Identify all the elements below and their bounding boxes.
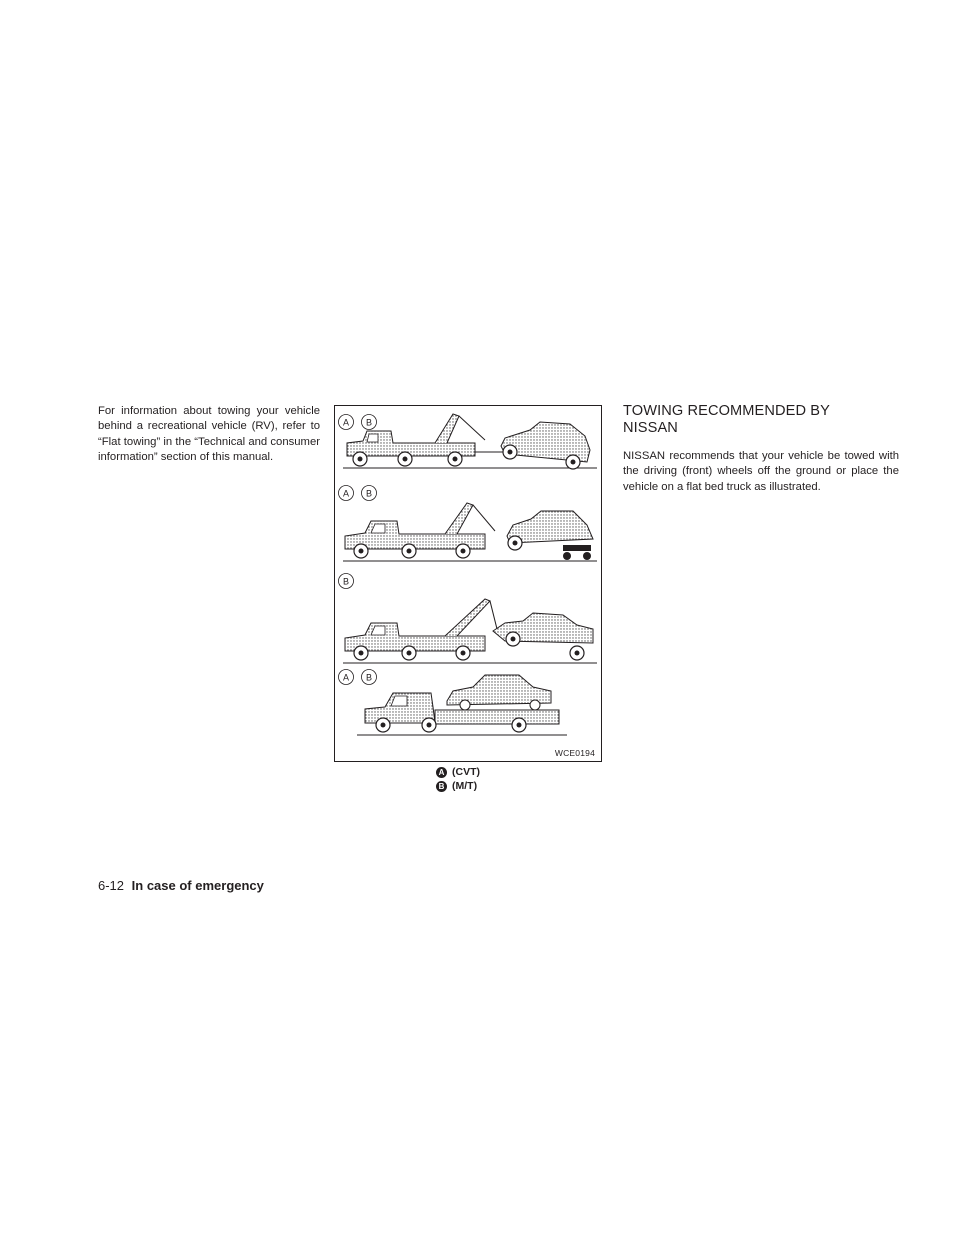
page-footer	[98, 878, 264, 893]
legend-item-a	[436, 765, 536, 779]
panel-3-wheel-lift-rear	[339, 574, 598, 664]
legend-marker-b: B	[436, 781, 447, 792]
panel-4-flat-bed	[339, 670, 568, 736]
section-heading	[623, 403, 883, 437]
towing-diagram	[335, 406, 601, 761]
panel-2-marker-a: A	[342, 488, 350, 499]
panel-1-marker-b: B	[365, 417, 373, 428]
panel-4-marker-a: A	[342, 672, 350, 683]
panel-2-wheel-lift-dolly	[339, 486, 598, 562]
figure-legend	[436, 765, 536, 793]
recommendation-paragraph: NISSAN recommends that your vehicle be towed with the driving (front) wheels off the ground or place the vehicle on a flat bed truck as illustrated.	[623, 450, 899, 493]
panel-1-wheel-lift	[339, 414, 598, 469]
panel-1-marker-a: A	[342, 417, 350, 428]
page-number: 6-12	[98, 878, 125, 893]
heading-line-1: TOWING RECOMMENDED BY	[623, 403, 830, 419]
heading-line-2: NISSAN	[623, 420, 678, 436]
panel-3-marker-b: B	[342, 576, 350, 587]
legend-item-b	[436, 779, 536, 793]
towing-info-paragraph: For information about towing your vehicle behind a recreational vehicle (RV), refer to “Flat towing” in the “Technical and consumer information” section of this manual.	[98, 405, 320, 463]
panel-2-marker-b: B	[365, 488, 373, 499]
figure-code: WCE0194	[554, 748, 595, 758]
towing-illustration	[334, 405, 602, 762]
panel-4-marker-b: B	[365, 672, 373, 683]
legend-label-a: (CVT)	[452, 766, 480, 778]
legend-marker-a: A	[436, 767, 447, 778]
section-title: In case of emergency	[131, 878, 264, 893]
legend-label-b: (M/T)	[452, 780, 478, 792]
